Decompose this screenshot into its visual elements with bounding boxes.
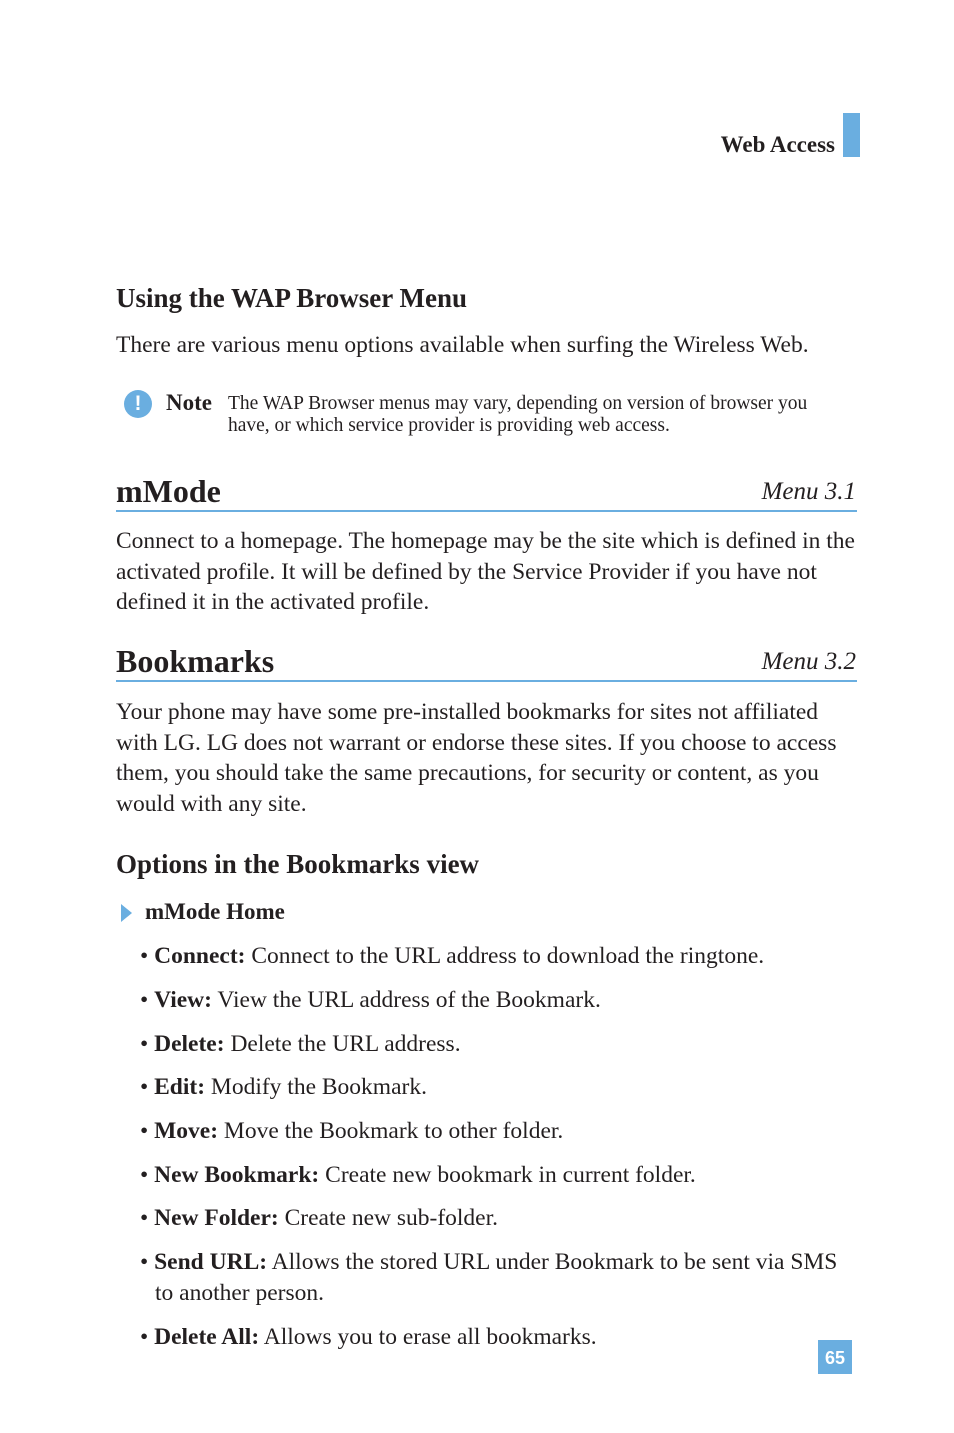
triangle-right-icon [121,904,132,922]
option-item-delete: • Delete: Delete the URL address. [140,1031,461,1057]
option-item-new-bookmark: • New Bookmark: Create new bookmark in current folder. [140,1162,696,1188]
option-item-send-url: • Send URL: Allows the stored URL under Bookmark to be sent via SMS to another person. [140,1249,838,1306]
intro-heading: Using the WAP Browser Menu [116,283,468,313]
option-term: Delete: [154,1031,225,1057]
option-item-view: • View: View the URL address of the Bookmark. [140,987,601,1013]
option-desc: Delete the URL address. [230,1031,461,1057]
option-desc: Modify the Bookmark. [210,1074,427,1100]
option-term: Delete All: [154,1324,260,1350]
note-label: Note [166,390,212,415]
option-desc: Allows you to erase all bookmarks. [263,1324,597,1350]
page-number: 65 [818,1340,852,1374]
section-text-bookmarks: Your phone may have some pre-installed bookmarks for sites not affiliated with LG. LG does not warrant or endorse these sites. If you choose to access them, you should take the same precautions, for security or content, as you would with any site. [116,699,837,818]
option-desc: Allows the stored URL under Bookmark to be sent via SMS to another person. [155,1249,838,1306]
options-subheading: mMode Home [145,899,285,924]
note-text: The WAP Browser menus may vary, depending on version of browser you have, or which service provider is providing web access. [228,393,808,436]
section-divider [116,510,857,512]
section-menu-number-bookmarks: Menu 3.2 [761,648,856,675]
intro-text: There are various menu options available when surfing the Wireless Web. [116,332,809,358]
option-term: Edit: [154,1074,206,1100]
exclamation-icon: ! [124,390,152,418]
option-item-move: • Move: Move the Bookmark to other folder. [140,1118,564,1144]
option-desc: Create new sub-folder. [284,1205,499,1231]
options-heading: Options in the Bookmarks view [116,849,480,879]
running-header-title: Web Access [720,132,835,157]
option-item-delete-all: • Delete All: Allows you to erase all bookmarks. [140,1324,597,1350]
option-desc: Connect to the URL address to download the ringtone. [251,943,765,969]
section-divider [116,680,857,682]
section-text-mmode: Connect to a homepage. The homepage may be the site which is defined in the activated profile. It will be defined by the Service Provider if you have not defined it in the activated profile. [116,528,855,616]
section-menu-number-mmode: Menu 3.1 [761,478,856,505]
option-desc: Move the Bookmark to other folder. [223,1118,564,1144]
option-term: View: [154,987,212,1013]
option-item-edit: • Edit: Modify the Bookmark. [140,1074,427,1100]
section-title-bookmarks: Bookmarks [116,643,275,679]
header-accent-bar [843,113,860,157]
section-title-mmode: mMode [116,473,221,509]
option-item-connect: • Connect: Connect to the URL address to download the ringtone. [140,943,765,969]
option-term: Connect: [154,943,246,969]
option-desc: Create new bookmark in current folder. [325,1162,696,1188]
option-term: New Bookmark: [154,1162,320,1188]
option-term: Move: [154,1118,219,1144]
option-desc: View the URL address of the Bookmark. [217,987,601,1013]
option-term: Send URL: [154,1249,268,1275]
option-term: New Folder: [154,1205,279,1231]
option-item-new-folder: • New Folder: Create new sub-folder. [140,1205,499,1231]
